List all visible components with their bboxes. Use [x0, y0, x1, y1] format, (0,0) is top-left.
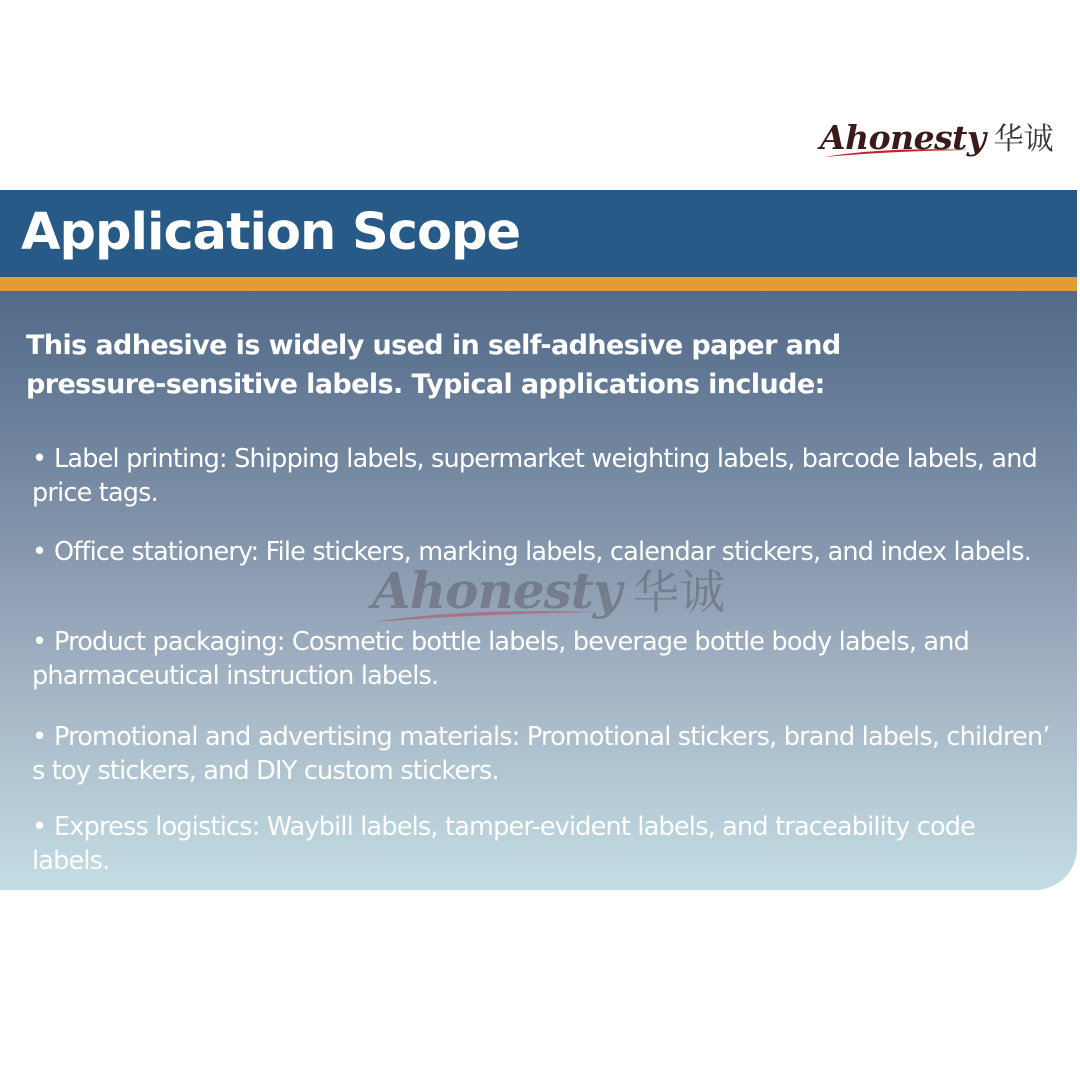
list-item-text: Express logistics: Waybill labels, tamper-evident labels, and traceability code labels.	[32, 812, 976, 876]
watermark-brand-text: Ahonesty	[372, 561, 621, 620]
list-item	[32, 810, 1052, 878]
intro-text: This adhesive is widely used in self-adhesive paper and pressure-sensitive labels. Typical applications include:	[26, 330, 841, 400]
bullet: •	[32, 722, 47, 752]
accent-stripe	[0, 277, 1077, 291]
bullet: •	[32, 627, 47, 657]
list-item	[32, 625, 1052, 693]
logo-brand-cn: 华诚	[993, 122, 1054, 157]
brand-logo	[820, 114, 1054, 158]
list-item-text: Office stationery: File stickers, marking labels, calendar stickers, and index labels.	[54, 537, 1032, 567]
list-item	[32, 442, 1052, 510]
bullet: •	[32, 444, 47, 474]
application-scope-card	[0, 190, 1077, 890]
section-title: Application Scope	[21, 203, 521, 262]
logo-brand-text: Ahonesty	[820, 118, 986, 157]
title-bar	[0, 190, 1077, 277]
list-item-text: Label printing: Shipping labels, supermarket weighting labels, barcode labels, and price tags.	[32, 444, 1037, 508]
list-item	[32, 720, 1052, 788]
bullet: •	[32, 537, 47, 567]
bullet: •	[32, 812, 47, 842]
logo-swoosh-icon	[822, 146, 972, 160]
list-item-text: Product packaging: Cosmetic bottle labels, beverage bottle body labels, and pharmaceutical instruction labels.	[32, 627, 970, 691]
watermark-brand-cn: 华诚	[632, 565, 725, 619]
list-item-text: Promotional and advertising materials: Promotional stickers, brand labels, children’ s toy stickers, and DIY custom stickers.	[32, 722, 1050, 786]
logo-wordmark	[820, 118, 986, 157]
list-item	[32, 535, 1052, 569]
